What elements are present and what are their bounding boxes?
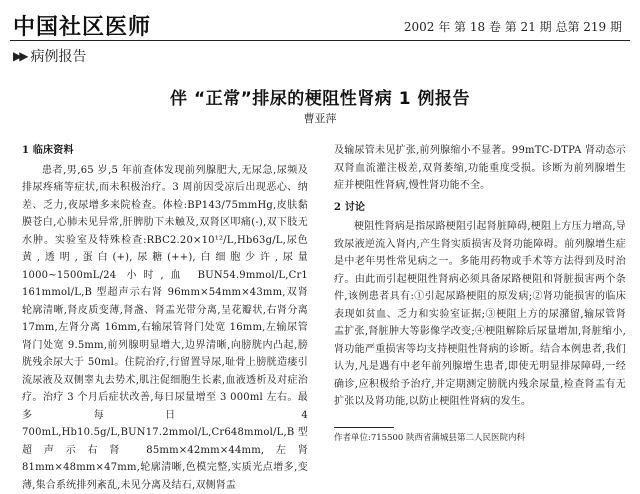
footnote-divider [334, 427, 394, 428]
header-divider [10, 40, 630, 41]
left-column [22, 142, 308, 494]
section-label: 病例报告 [30, 46, 86, 66]
section-heading-discussion: 2 讨论 [334, 199, 626, 217]
issue-info: 2002 年 第 18 卷 第 21 期 总第 219 期 [404, 18, 622, 35]
article-title: 伴 “正常”排尿的梗阻性肾病 1 例报告 [0, 84, 640, 109]
clinical-data-paragraph: 患者,男,65 岁,5 年前查体发现前列腺肥大,无尿急,尿频及排尿疼痛等症状,而未积极治疗。3 周前因受凉后出现恶心、纳差、乏力,夜尿增多来院检查。体检:BP143/75mmHg,皮肤黏膜苍白,心肺未见异常,肝脾肋下未触及,双肾区叩痛(-),双下肢无水肿。实验室及特殊检查:RBC2.20×10¹²/L,Hb63g/L,尿色黄,透明,蛋白(+),尿糖(++),白细胞少许,尿量 1000~1500mL/24 小时,血 BUN54.9mmol/L,Cr1 161mmol/L,B 型超声示右肾 96mm×54mm×43mm,双肾轮廓清晰,肾皮质变薄,肾盏、肾盂光带分离,呈花瓣状,右肾分离 17mm,左肾分离 16mm,右输尿管肾门处宽 16mm,左输尿管肾门处宽 9.5mm,前列腺明显增大,边界清晰,向膀胱内凸起,膀胱残余尿大于 50ml。住院治疗,行留置导尿,耻骨上膀胱造瘘引流尿液及双侧睾丸去势术,肌注促细胞生长素,血液透析及对症治疗。治疗 3 个月后症状改善,每日尿量增至 3 000ml 左右。最多每日 4 700mL,Hb10.5g/L,BUN17.2mmol/L,Cr648mmol/L,B 型超声示右肾 85mm×42mm×44mm,左肾 81mm×48mm×47mm,轮廓清晰,色模完整,实质光点增多,变薄,集合系统排列紊乱,未见分离及结石,双侧肾盂 [22, 162, 308, 494]
article-author: 曹亚萍 [0, 110, 640, 126]
discussion-paragraph: 梗阻性肾病是指尿路梗阻引起肾脏障碍,梗阻上方压力增高,导致尿液逆流入肾内,产生肾实质损害及肾功能障碍。前列腺增生症是中老年男性常见病之一。多能用药物或手术等方法得到及时治疗。由此而引起梗阻性肾病必须具备尿路梗阻和肾脏损害两个条件,该例患者具有:①引起尿路梗阻的原发病;②肾功能损害的临床表现如贫血、乏力和实验室证据;③梗阻上方的尿潴留,输尿管肾盂扩张,肾脏肿大等影像学改变;④梗阻解除后尿量增加,肾脏缩小,肾功能严重损害等均支持梗阻性肾病的诊断。结合本例患者,我们认为,凡是遇有中老年前列腺增生患者,即使无明显排尿障碍,一经确诊,应积极给予治疗,并定期测定膀胱内残余尿量,检查肾盂有无扩张以及肾功能,以防止梗阻性肾病的发生。 [334, 218, 626, 411]
right-column [334, 142, 626, 411]
journal-title: 中国社区医师 [13, 10, 151, 41]
clinical-data-continuation: 及输尿管未见扩张,前列腺缩小不显著。99mTC-DTPA 肾动态示双肾血流灌注极差,双肾萎缩,功能重度受损。诊断为前列腺增生症并梗阻性肾病,慢性肾功能不全。 [334, 142, 626, 195]
author-affiliation-footnote: 作者单位:715500 陕西省蒲城县第二人民医院内科 [334, 431, 525, 443]
double-arrow-icon: ▶▶ [13, 49, 25, 63]
section-tag [13, 46, 86, 66]
section-heading-clinical-data: 1 临床资料 [22, 142, 308, 160]
